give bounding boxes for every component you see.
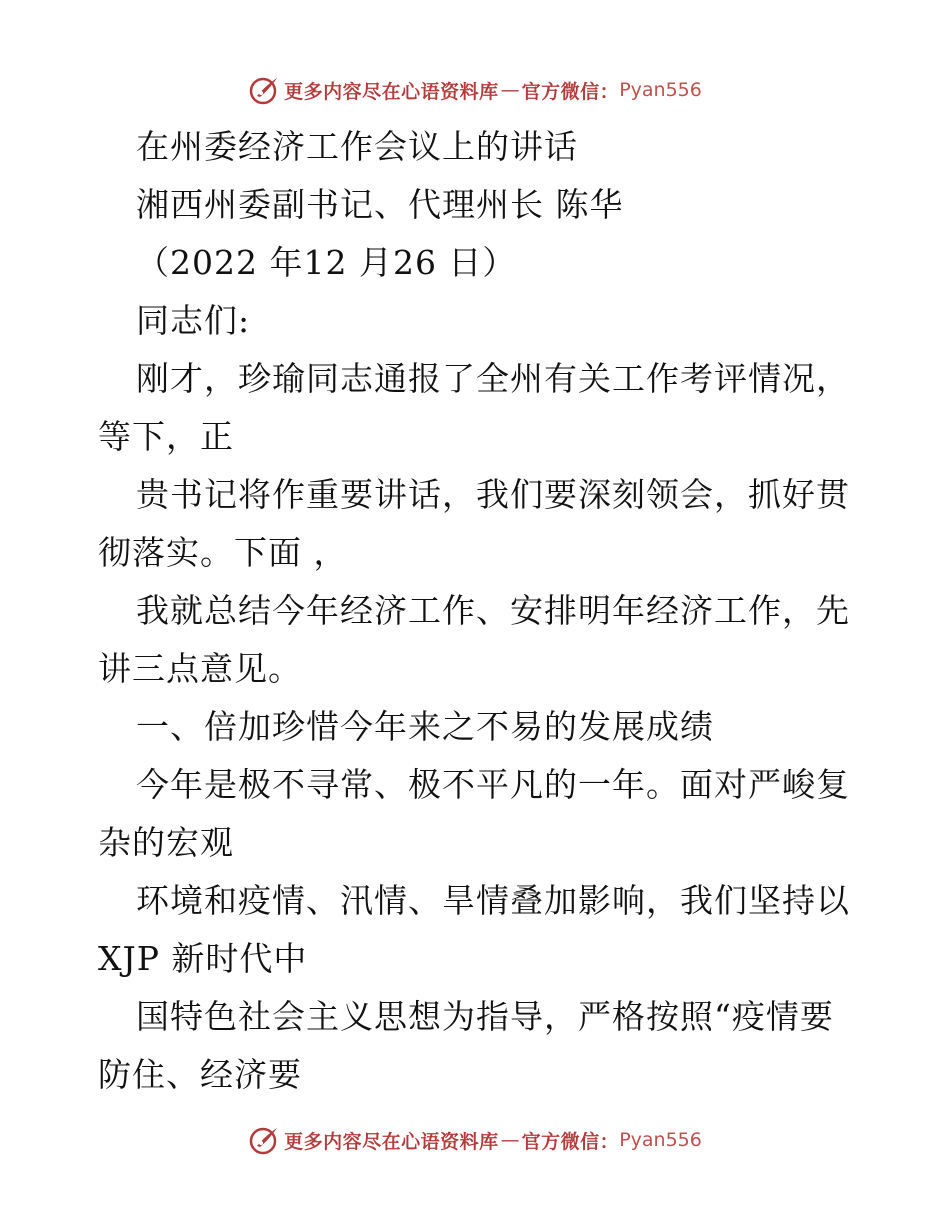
watermark-text: 更多内容尽在心语资料库 [284, 1130, 499, 1153]
footer-watermark [0, 1120, 950, 1160]
document-line: 等下，正 [98, 417, 234, 456]
document-line: 一、倍加珍惜今年来之不易的发展成绩 [136, 707, 714, 746]
document-line: 刚才，珍瑜同志通报了全州有关工作考评情况， [136, 359, 850, 398]
document-line: 在州委经济工作会议上的讲话 [136, 127, 578, 166]
watermark-contact-id: Pyan556 [619, 79, 702, 101]
document-line: 杂的宏观 [98, 823, 234, 862]
document-body [98, 118, 858, 1104]
quill-logo-icon [248, 74, 280, 106]
watermark-separator: — [500, 79, 520, 101]
document-line: 国特色社会主义思想为指导，严格按照“疫情要 [136, 997, 834, 1036]
watermark-text: 更多内容尽在心语资料库 [284, 80, 499, 103]
document-line: 我就总结今年经济工作、安排明年经济工作，先 [136, 591, 850, 630]
document-line: XJP 新时代中 [98, 939, 308, 978]
watermark-separator: — [500, 1129, 520, 1151]
document-line: 今年是极不寻常、极不平凡的一年。面对严峻复 [136, 765, 850, 804]
watermark-contact-label: 官方微信： [521, 1130, 620, 1153]
document-line: 贵书记将作重要讲话，我们要深刻领会，抓好贯 [136, 475, 850, 514]
document-line: 环境和疫情、汛情、旱情叠加影响，我们坚持以 [136, 881, 850, 920]
watermark-contact-label: 官方微信： [521, 80, 620, 103]
document-line: （2022 年12 月26 日） [136, 243, 517, 282]
document-line: 讲三点意见。 [98, 649, 302, 688]
document-line: 彻落实。下面 ， [98, 533, 348, 572]
document-line: 湘西州委副书记、代理州长 陈华 [136, 185, 624, 224]
document-line: 同志们: [136, 301, 251, 340]
quill-logo-icon [248, 1124, 280, 1156]
watermark-contact-id: Pyan556 [619, 1129, 702, 1151]
document-line: 防住、经济要 [98, 1055, 302, 1094]
header-watermark [0, 70, 950, 110]
